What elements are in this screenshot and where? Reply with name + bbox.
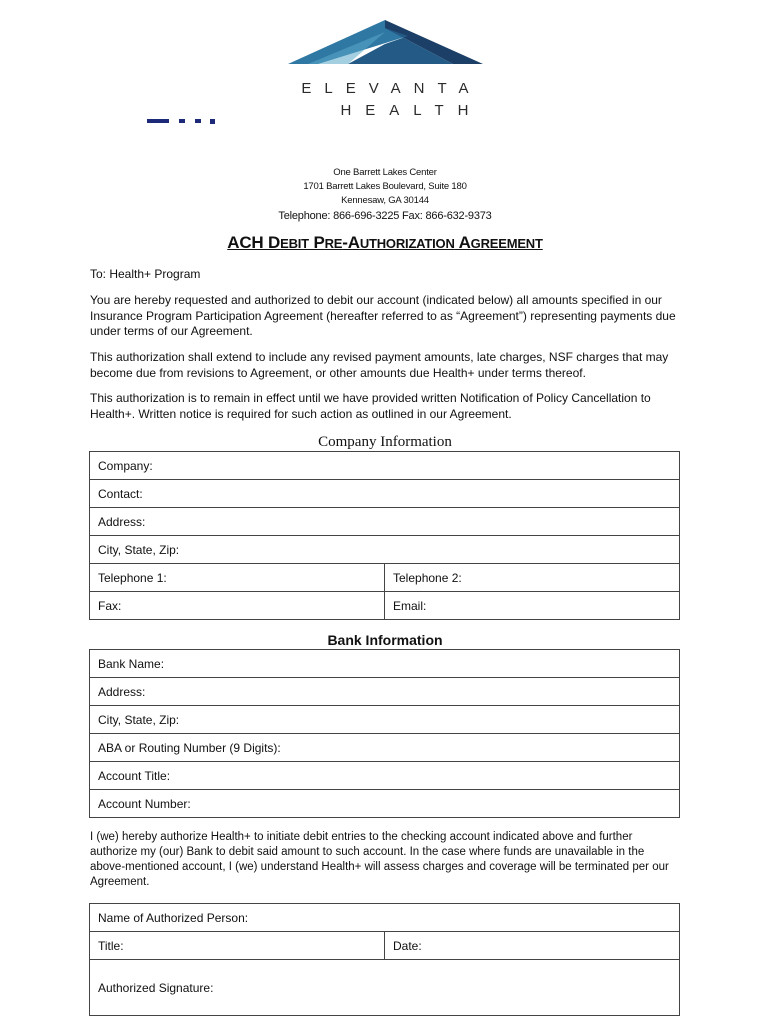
authorized-person-field[interactable]: Name of Authorized Person:	[90, 904, 680, 932]
title-part: RE	[324, 236, 343, 251]
telephone2-field[interactable]: Telephone 2:	[385, 564, 680, 592]
routing-number-field[interactable]: ABA or Routing Number (9 Digits):	[90, 734, 680, 762]
table-row	[90, 790, 680, 818]
title-part: GREEMENT	[470, 236, 543, 251]
company-information-heading: Company Information	[318, 434, 452, 450]
paragraph-authorization-duration: This authorization is to remain in effect until we have provided written Notification of Policy Cancellation to Health+. Written notice is required for such action as outlined in our Agreement.	[90, 391, 651, 421]
account-title-field[interactable]: Account Title:	[90, 762, 680, 790]
bank-information-table	[89, 649, 680, 818]
telephone-fax-line: Telephone: 866-696-3225 Fax: 866-632-9373	[278, 210, 492, 222]
blue-dash-marks	[147, 118, 217, 126]
to-line: To: Health+ Program	[90, 267, 201, 281]
title-part: ACH D	[227, 233, 281, 252]
title-part: A	[454, 233, 471, 252]
table-row	[90, 452, 680, 480]
email-field[interactable]: Email:	[385, 592, 680, 620]
document-title	[0, 233, 770, 253]
address-block	[0, 166, 770, 223]
contact-field[interactable]: Contact:	[90, 480, 680, 508]
paragraph-authorization-extent: This authorization shall extend to include any revised payment amounts, late charges, NSF charges that may become due from revisions to Agreement, or other amounts due Health+ under terms thereof.	[90, 350, 669, 380]
table-row	[90, 536, 680, 564]
title-field[interactable]: Title:	[90, 932, 385, 960]
authorization-table	[89, 903, 680, 1016]
address-line2: 1701 Barrett Lakes Boulevard, Suite 180	[303, 181, 467, 192]
table-row	[90, 706, 680, 734]
table-row	[90, 678, 680, 706]
table-row	[90, 932, 680, 960]
table-row	[90, 762, 680, 790]
table-row	[90, 960, 680, 1016]
title-part: UTHORIZATION	[359, 236, 455, 251]
logo-text-line2: HEALTH	[340, 102, 483, 119]
title-part: EBIT	[280, 236, 309, 251]
table-row	[90, 650, 680, 678]
company-field[interactable]: Company:	[90, 452, 680, 480]
company-address-field[interactable]: Address:	[90, 508, 680, 536]
account-number-field[interactable]: Account Number:	[90, 790, 680, 818]
telephone1-field[interactable]: Telephone 1:	[90, 564, 385, 592]
table-row	[90, 904, 680, 932]
date-field[interactable]: Date:	[385, 932, 680, 960]
table-row	[90, 508, 680, 536]
fax-field[interactable]: Fax:	[90, 592, 385, 620]
company-information-table	[89, 451, 680, 620]
logo-text-line1: ELEVANTA	[301, 80, 482, 97]
authorized-signature-field[interactable]: Authorized Signature:	[90, 960, 680, 1016]
bank-name-field[interactable]: Bank Name:	[90, 650, 680, 678]
table-row	[90, 734, 680, 762]
paragraph-authorization-request: You are hereby requested and authorized to debit our account (indicated below) all amounts specified in our Insurance Program Participation Agreement (hereafter referred to as “Agreement”) representing payments due under terms of our Agreement.	[90, 293, 676, 338]
elevanta-health-logo	[288, 18, 483, 128]
address-line1: One Barrett Lakes Center	[333, 167, 437, 178]
bank-city-state-zip-field[interactable]: City, State, Zip:	[90, 706, 680, 734]
company-city-state-zip-field[interactable]: City, State, Zip:	[90, 536, 680, 564]
bank-address-field[interactable]: Address:	[90, 678, 680, 706]
title-part: -A	[342, 233, 360, 252]
table-row	[90, 592, 680, 620]
address-line3: Kennesaw, GA 30144	[341, 195, 429, 206]
logo-roof-icon	[288, 18, 483, 68]
bank-information-heading: Bank Information	[327, 632, 443, 648]
table-row	[90, 564, 680, 592]
title-part: P	[308, 233, 325, 252]
table-row	[90, 480, 680, 508]
paragraph-debit-authorization: I (we) hereby authorize Health+ to initiate debit entries to the checking account indicated above and further authorize my (our) Bank to debit said amount to such account. In the case where funds are unavailable in the above-mentioned account, I (we) understand Health+ will assess charges and coverage will be terminated per our Agreement.	[90, 831, 669, 888]
